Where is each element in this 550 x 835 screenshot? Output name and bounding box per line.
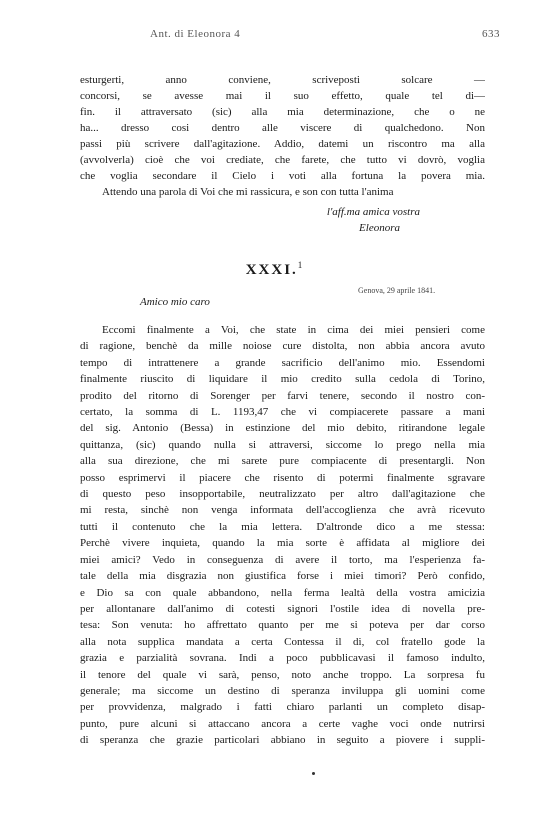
previous-letter-ending xyxy=(80,72,485,200)
text-line: esturgerti, anno conviene, scriveposti solcare — xyxy=(80,74,485,86)
text-line: prodito del ritorno di Sorenger per farvi tenere, secondo il nostro con- xyxy=(80,389,485,402)
text-line: ha... dresso cosi dentro alle viscere di qualchedono. Non xyxy=(80,122,485,134)
text-line: del sig. Antonio (Bessa) in estinzione del mio debito, ritirandone legale xyxy=(80,422,485,435)
text-line: (avvolverla) cioè che voi crediate, che farete, che tutto vi dovrò, voglia xyxy=(80,154,485,166)
text-line: certato, la somma di L. 1193,47 che vi compiacerete passare a mani xyxy=(80,406,485,419)
text-line: generale; ma siccome un destino di speranza inviluppa gli uomini come xyxy=(80,684,485,697)
text-line: mi resta, sinchè non venga informata dell'accoglienza che avrà ricevuto xyxy=(80,504,485,517)
text-line: passi più scrivere dall'agitazione. Addio, datemi un riscontro ma alla xyxy=(80,138,485,150)
text-line: il tenore del quale vi sarà, penso, noto anche troppo. La sorpresa fu xyxy=(80,668,485,681)
text-line: punto, pure alcuni si attaccano ancora a certe vaghe voci onde nutrirsi xyxy=(80,717,485,730)
text-line: di ragione, benchè da mille noiose cure distolta, non abbia ancora avuto xyxy=(80,340,485,353)
text-line: tale della mia disgrazia non giustifica forse i miei timori? Però confido, xyxy=(80,570,485,583)
text-line: Eccomi finalmente a Voi, che state in cima dei miei pensieri come xyxy=(102,324,485,336)
text-line: posso esprimervi il piacere che risento di potermi finalmente sgravare xyxy=(80,471,485,484)
ink-speck xyxy=(312,772,315,775)
text-line: tesa: Son venuta: ho affrettato quanto per me si poteva per dar corso xyxy=(80,619,485,632)
text-line: di speranza che grazie particolari abbiano in seguito a piovere i suppli- xyxy=(80,734,485,747)
page-number: 633 xyxy=(482,28,500,40)
closing-line: Attendo una parola di Voi che mi rassicura, e son con tutta l'anima xyxy=(102,186,394,198)
signature-line-2: Eleonora xyxy=(359,222,400,234)
text-line: alla sua direzione, che mi sarete pure compiacente di presentargli. Non xyxy=(80,455,485,468)
letter-dateline: Genova, 29 aprile 1841. xyxy=(358,286,436,295)
text-line: miei amici? Vedo in conseguenza di avere il torto, ma l'esperienza fa- xyxy=(80,553,485,566)
text-line: e Dio sa con quale abbandono, nella ferma lealtà della vostra amicizia xyxy=(80,586,485,599)
text-line: tempo di intrattenere a grande sacrificio dell'animo mio. Essendomi xyxy=(80,356,485,369)
letter-salutation: Amico mio caro xyxy=(140,296,210,308)
text-line: fin. il attraversato (sic) alla mia determinazione, che o ne xyxy=(80,106,485,118)
text-line: di questo peso insopportabile, neutralizzato per altro dall'agitazione che xyxy=(80,488,485,501)
text-line: tutti il contenuto che la mia lettera. D'altronde dico a me stessa: xyxy=(80,520,485,533)
text-line: alla nota supplica mandata a certa Contessa il di, col fratello gode la xyxy=(80,635,485,648)
footnote-mark: 1 xyxy=(297,260,305,270)
text-line: che voglia secondare il Cielo i voti alla fortuna la povera mia. xyxy=(80,170,485,182)
running-title: Ant. di Eleonora 4 xyxy=(150,28,241,40)
letter-number: XXXI.$^1$ xyxy=(245,260,305,278)
text-line: per provvidenza, malgrado i fatti chiaro parlanti un completo disap- xyxy=(80,701,485,714)
running-header xyxy=(150,28,500,40)
text-line: concorsi, se avesse mai il suo effetto, quale tel di— xyxy=(80,90,485,102)
letter-body xyxy=(80,322,485,749)
signature-line-1: l'aff.ma amica vostra xyxy=(326,206,420,218)
text-line: per allontanare dall'animo di cotesti signori l'ostile idea di novella pre- xyxy=(80,602,485,615)
text-line: finalmente riuscito di liquidare il mio credito sulla cedola di Torino, xyxy=(80,373,485,386)
text-line: quittanza, (sic) quando nulla si attraversi, siccome lo prego nella mia xyxy=(80,438,485,451)
text-line: Perchè vivere inquieta, quando la mia sorte è affidata al migliore dei xyxy=(80,537,485,550)
text-line: grazia e parzialità sovrana. Indi a poco pubblicavasi il famoso indulto, xyxy=(80,652,485,665)
